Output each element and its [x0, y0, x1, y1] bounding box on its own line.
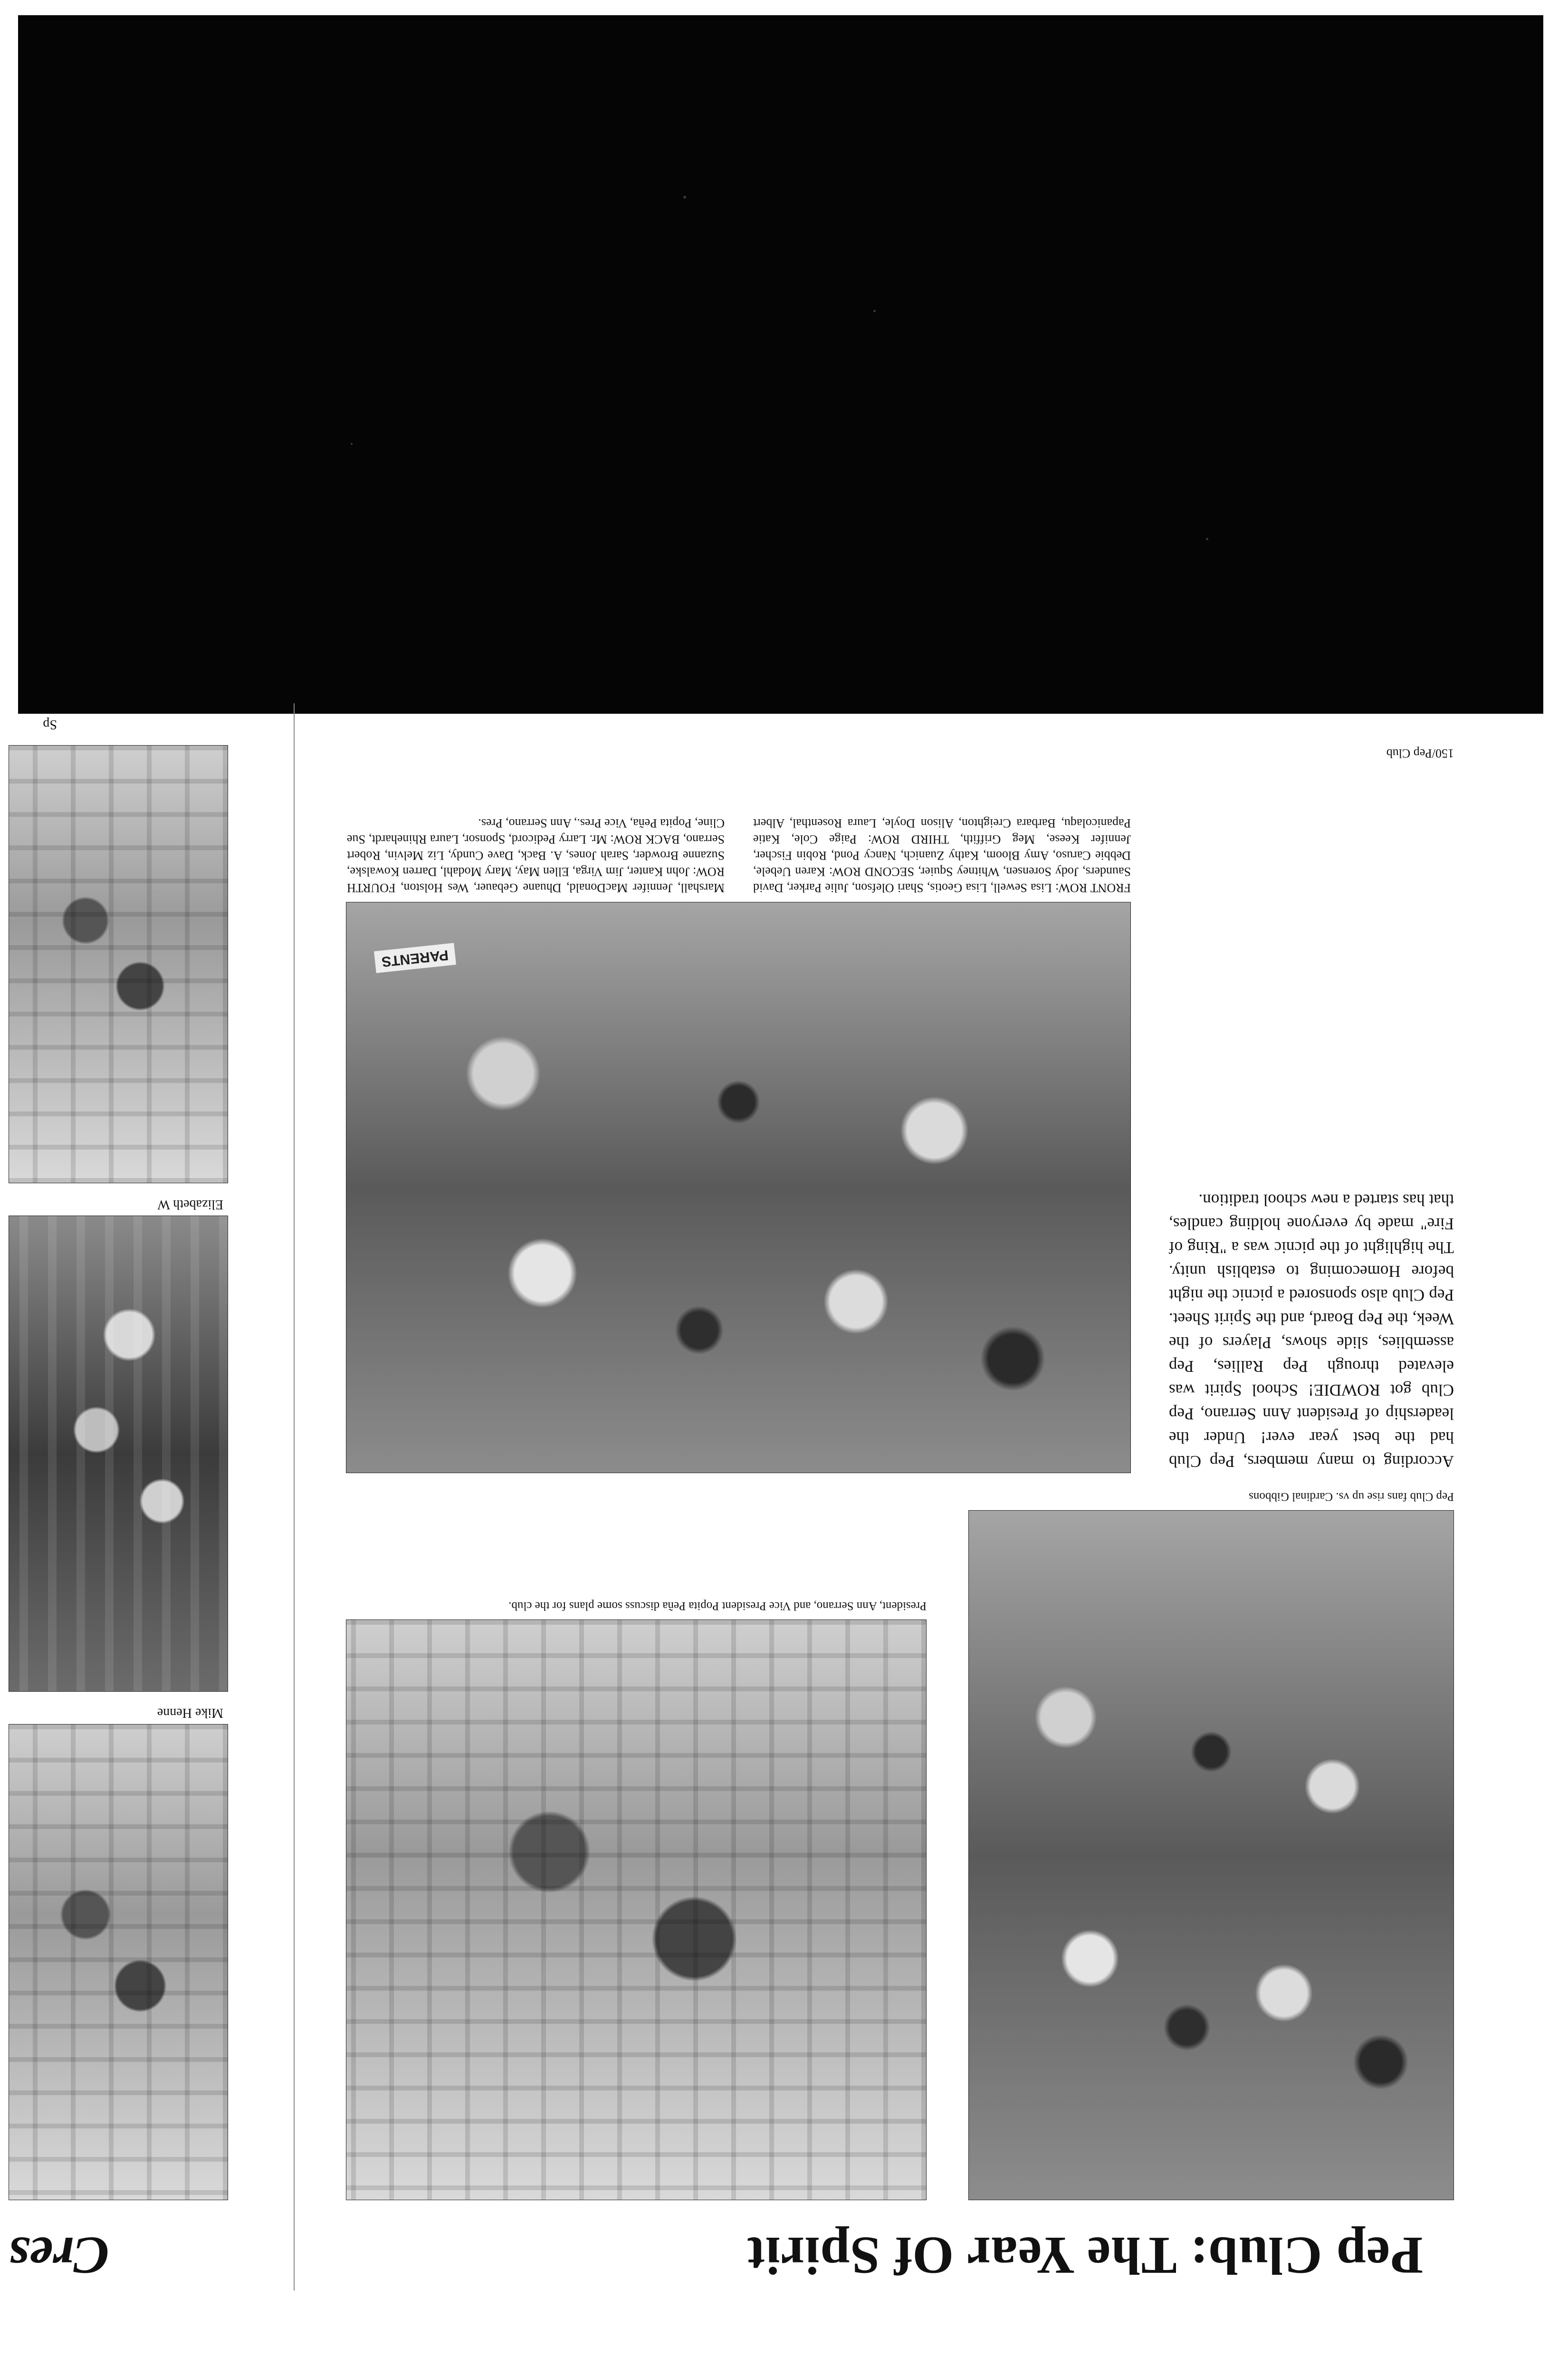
page-folio: 150/Pep Club	[1386, 747, 1454, 760]
officers-photo	[346, 1619, 927, 2200]
facing-page-photo-3	[9, 745, 228, 1183]
page-title: Pep Club: The Year Of Spirit	[747, 2226, 1423, 2285]
article-body: According to many members, Pep Club had the best year ever! Under the leadership of President Ann Serrano, Pep Club got ROWDIE! School Spirit was elevated through Pep Rallies, Pep assemblies, slide shows, Players of the Week, the Pep Board, and the Spirit Sheet. Pep Club also sponsored a picnic the night before Homecoming to establish unity. The highlight of the picnic was a "Ring of Fire" made by everyone holding candles, that has started a new school tradition.	[1169, 1191, 1454, 1471]
parents-banner: PARENTS	[374, 943, 456, 973]
facing-page-label-3: Mike Henne	[157, 1705, 223, 1720]
page-gutter	[294, 703, 295, 2290]
adjacent-page-title-fragment: Cres	[9, 2226, 109, 2285]
fans-photo-caption: Pep Club fans rise up vs. Cardinal Gibbons	[1249, 1490, 1454, 1503]
facing-page-photo-2	[9, 1216, 228, 1692]
facing-page-photo-1	[9, 1724, 228, 2200]
group-photo-caption: FRONT ROW: Lisa Sewell, Lisa Geotis, Shari Olefson, Julie Parker, David Saunders, Jody Sorensen, Whitney Squier, SECOND ROW: Karen Uebele, Debbie Caruso, Amy Bloom, Kathy Zuanich, Nancy Pond, Robin Fischer, Jennifer Keese, Meg Griffith, THIRD ROW: Paige Cole, Katie Papanicolaqu, Barbara Creighton, Alison Doyle, Laura Rosenthal, Albert Marshall, Jennifer MacDonald, Dhuane Gebauer, Wes Holston, FOURTH ROW: John Kanter, Jim Virga, Ellen May, Mary Modahl, Darren Kowalske, Suzanne Browder, Sarah Jones, A. Back, Dave Cundy, Liz Melvin, Robert Serrano, BACK ROW: Mr. Larry Pedicord, Sponsor, Laura Rhinehardt, Sue Cline, Popita Peña, Vice Pres., Ann Serrano, Pres.	[347, 816, 1131, 895]
facing-page-label-2: Elizabeth W	[157, 1197, 223, 1212]
facing-page-label-1: Sp	[43, 717, 57, 732]
group-photo	[346, 902, 1131, 1473]
officers-photo-caption: President, Ann Serrano, and Vice President Popita Peña discuss some plans for the club.	[508, 1600, 927, 1612]
pep-club-fans-photo	[968, 1510, 1454, 2200]
